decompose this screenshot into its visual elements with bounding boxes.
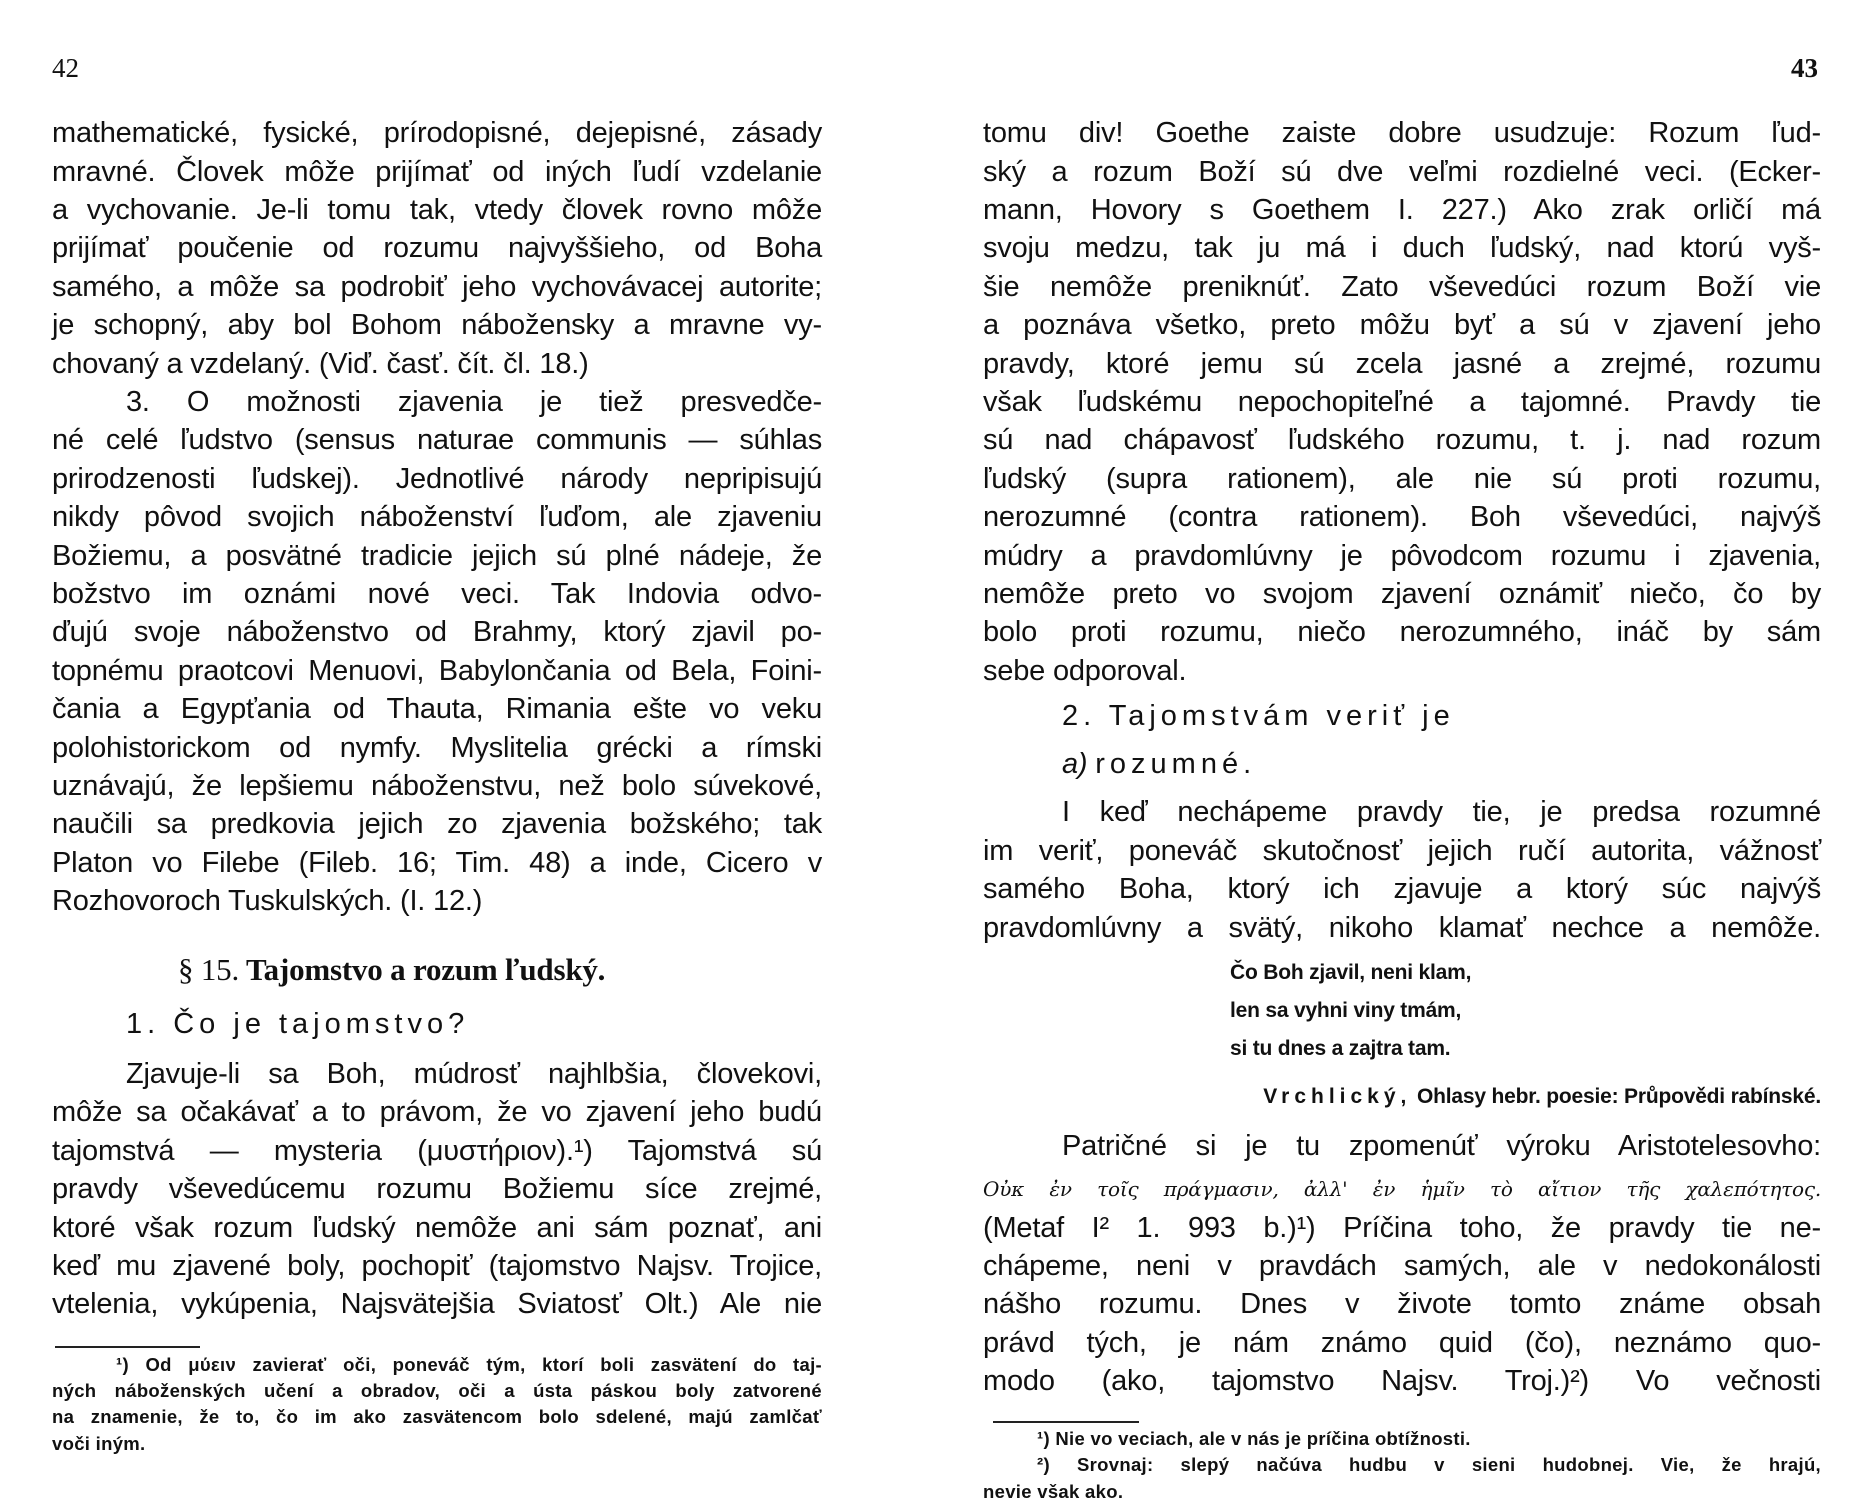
text-line: uznávajú, že lepšiemu náboženstvu, než bolo súvekové, [52, 770, 822, 802]
text-line: bolo proti rozumu, niečo nerozumného, ináč by sám [983, 616, 1821, 649]
text-line: Rozhovoroch Tuskulských. (I. 12.) [52, 885, 483, 918]
text-line: vtelenia, vykúpenia, Najsvätejšia Sviatosť Olt.) Ale nie [52, 1288, 822, 1321]
text-line: im veriť, poneváč skutočnosť jejich ručí autorita, vážnosť [983, 834, 1821, 867]
text-line: I keď nechápeme pravdy tie, je predsa rozumné [1062, 796, 1821, 829]
text-line: môže sa očakávať a to právom, že vo zjavení jeho budú [52, 1096, 822, 1129]
footnote-line: ¹) Od μύειν zavierať oči, poneváč tým, ktorí boli zasvätení do taj- [116, 1353, 822, 1375]
text-line: samého, a môže sa podrobiť jeho vychovávacej autorite; [52, 270, 822, 303]
verse-line: si tu dnes a zajtra tam. [1230, 1037, 1451, 1061]
text-line: svoju medzu, tak ju má i duch ľudský, nad ktorú vyš- [983, 232, 1821, 265]
text-line: nemôže preto vo svojom zjavení oznámiť niečo, čo by [983, 578, 1821, 610]
section-heading [178, 952, 605, 988]
text-line: pravdomlúvny a svätý, nikoho klamať nechce a nemôže. [983, 911, 1821, 944]
text-line: keď mu zjavené boly, pochopiť (tajomstvo Najsv. Trojice, [52, 1250, 822, 1282]
footnote-line: ných náboženských učení a obradov, oči a ústa páskou boly zatvorené [52, 1380, 822, 1401]
footnote-separator [993, 1421, 1139, 1423]
footnote-line: ²) Srovnaj: slepý načúva hudbu v sieni hudobnej. Vie, že hrajú, [1037, 1454, 1821, 1476]
right-page [937, 0, 1874, 1500]
text-line: samého Boha, ktorý ich zjavuje a ktorý súc najvýš [983, 873, 1821, 906]
text-line: 3. O možnosti zjavenia je tiež presvedče- [126, 386, 822, 418]
greek-quote: Οὐκ ἐν τοῖς πράγμασιν, ἀλλ' ἐν ἡμῖν τὸ αἴτιον τῆς χαλεπότητος. [983, 1177, 1821, 1202]
subheading: 1. Čo je tajomstvo? [126, 1007, 470, 1040]
text-line: čania a Egypťania od Thauta, Rimania ešte vo veku [52, 693, 822, 726]
text-line: však ľudskému nepochopiteľné a tajomné. Pravdy tie [983, 386, 1821, 418]
text-line: ktoré však rozum ľudský nemôže ani sám poznať, ani [52, 1211, 822, 1244]
footnote-line: nevie však ako. [983, 1480, 1124, 1502]
text-line: sú nad chápavosť ľudského rozumu, t. j. nad rozum [983, 424, 1821, 457]
text-line: mravné. Človek môže prijímať od iných ľudí vzdelanie [52, 155, 822, 188]
text-line: prijímať poučenie od rozumu najvyššieho, od Boha [52, 232, 822, 265]
section-title: Tajomstvo a rozum ľudský. [246, 951, 606, 987]
text-line: naučili sa predkovia jejich zo zjavenia božského; tak [52, 808, 822, 841]
attribution-author: Vrchlický, [1263, 1085, 1412, 1109]
text-line: nikdy pôvod svojich náboženství ľuďom, ale zjaveniu [52, 501, 822, 534]
text-line: sebe odporoval. [983, 654, 1187, 687]
page-number: 43 [1791, 52, 1818, 83]
text-line: chovaný a vzdelaný. (Viď. časť. čít. čl. 18.) [52, 347, 589, 380]
footnote-line: ¹) Nie vo veciach, ale v nás je príčina obtížnosti. [1037, 1428, 1471, 1449]
text-line: modo (ako, tajomstvo Najsv. Troj.)²) Vo večnosti [983, 1365, 1821, 1398]
attribution-source: Ohlasy hebr. poesie: Průpovědi rabínské. [1417, 1085, 1821, 1109]
text-line: pravdy, ktoré jemu sú zcela jasné a zrejmé, rozumu [983, 347, 1821, 380]
page-number: 42 [52, 52, 79, 83]
text-line: Zjavuje-li sa Boh, múdrosť najhlbšia, človekovi, [126, 1058, 822, 1090]
text-line: Patričné si je tu zpomenúť výroku Aristotelesovho: [1062, 1130, 1821, 1162]
subsubheading-text: rozumné. [1095, 748, 1257, 781]
verse-attribution [1263, 1082, 1821, 1112]
text-line: a poznáva všetko, preto môžu byť a sú v zjavení jeho [983, 309, 1821, 342]
text-line: božstvo im oznámi nové veci. Tak Indovia odvo- [52, 578, 822, 610]
text-line: mathematické, fysické, prírodopisné, dejepisné, zásady [52, 117, 822, 150]
footnote-line: na znamenie, že to, čo im ako zasvätencom bolo sdelené, majú zamlčať [52, 1406, 822, 1428]
text-line: ľudský (supra rationem), ale nie sú proti rozumu, [983, 462, 1821, 495]
text-line: Platon vo Filebe (Fileb. 16; Tim. 48) a inde, Cicero v [52, 846, 822, 879]
text-line: né celé ľudstvo (sensus naturae communis — súhlas [52, 424, 822, 457]
section-number: § 15. [178, 951, 240, 987]
text-line: je schopný, aby bol Bohom nábožensky a mravne vy- [52, 309, 822, 342]
text-line: ďujú svoje náboženstvo od Brahmy, ktorý zjavil po- [52, 616, 822, 649]
verse-line: Čo Boh zjavil, neni klam, [1230, 960, 1472, 984]
text-line: mann, Hovory s Goethem I. 227.) Ako zrak orličí má [983, 194, 1821, 226]
text-line: nerozumné (contra rationem). Boh vševedúci, najvýš [983, 501, 1821, 534]
footnote-line: voči iným. [52, 1432, 146, 1454]
subsubheading [1062, 746, 1256, 782]
text-line: polohistorickom od nymfy. Myslitelia grécki a rímski [52, 731, 822, 764]
text-line: topnému praotcovi Menuovi, Babylončania od Bela, Foini- [52, 654, 822, 687]
left-page [0, 0, 937, 1500]
text-line: nášho rozumu. Dnes v živote tomto známe obsah [983, 1288, 1821, 1321]
footnote-separator [55, 1346, 200, 1348]
text-line: Božiemu, a posvätné tradicie jejich sú plné nádeje, že [52, 539, 822, 572]
subheading: 2. Tajomstvám veriť je [1062, 700, 1455, 733]
subsubheading-label: a) [1062, 748, 1088, 781]
text-line: chápeme, neni v pravdách samých, ale v nedokonálosti [983, 1250, 1821, 1282]
verse-line: len sa vyhni viny tmám, [1230, 999, 1462, 1022]
text-line: a vychovanie. Je-li tomu tak, vtedy človek rovno môže [52, 194, 822, 226]
text-line: pravdy vševedúcemu rozumu Božiemu síce zrejmé, [52, 1173, 822, 1206]
text-line: ský a rozum Boží sú dve veľmi rozdielné veci. (Ecker- [983, 155, 1821, 188]
text-line: (Metaf I² 1. 993 b.)¹) Príčina toho, že pravdy tie ne- [983, 1211, 1821, 1244]
text-line: tajomstvá — mysteria (μυστήριον).¹) Tajomstvá sú [52, 1134, 822, 1167]
text-line: prirodzenosti ľudskej). Jednotlivé národy nepripisujú [52, 462, 822, 495]
text-line: šie nemôže preniknúť. Zato vševedúci rozum Boží vie [983, 270, 1821, 303]
text-line: tomu div! Goethe zaiste dobre usudzuje: Rozum ľud- [983, 117, 1821, 150]
text-line: múdry a pravdomlúvny je pôvodcom rozumu i zjavenia, [983, 539, 1821, 572]
text-line: právd tých, je nám známo quid (čo), neznámo quo- [983, 1326, 1821, 1359]
